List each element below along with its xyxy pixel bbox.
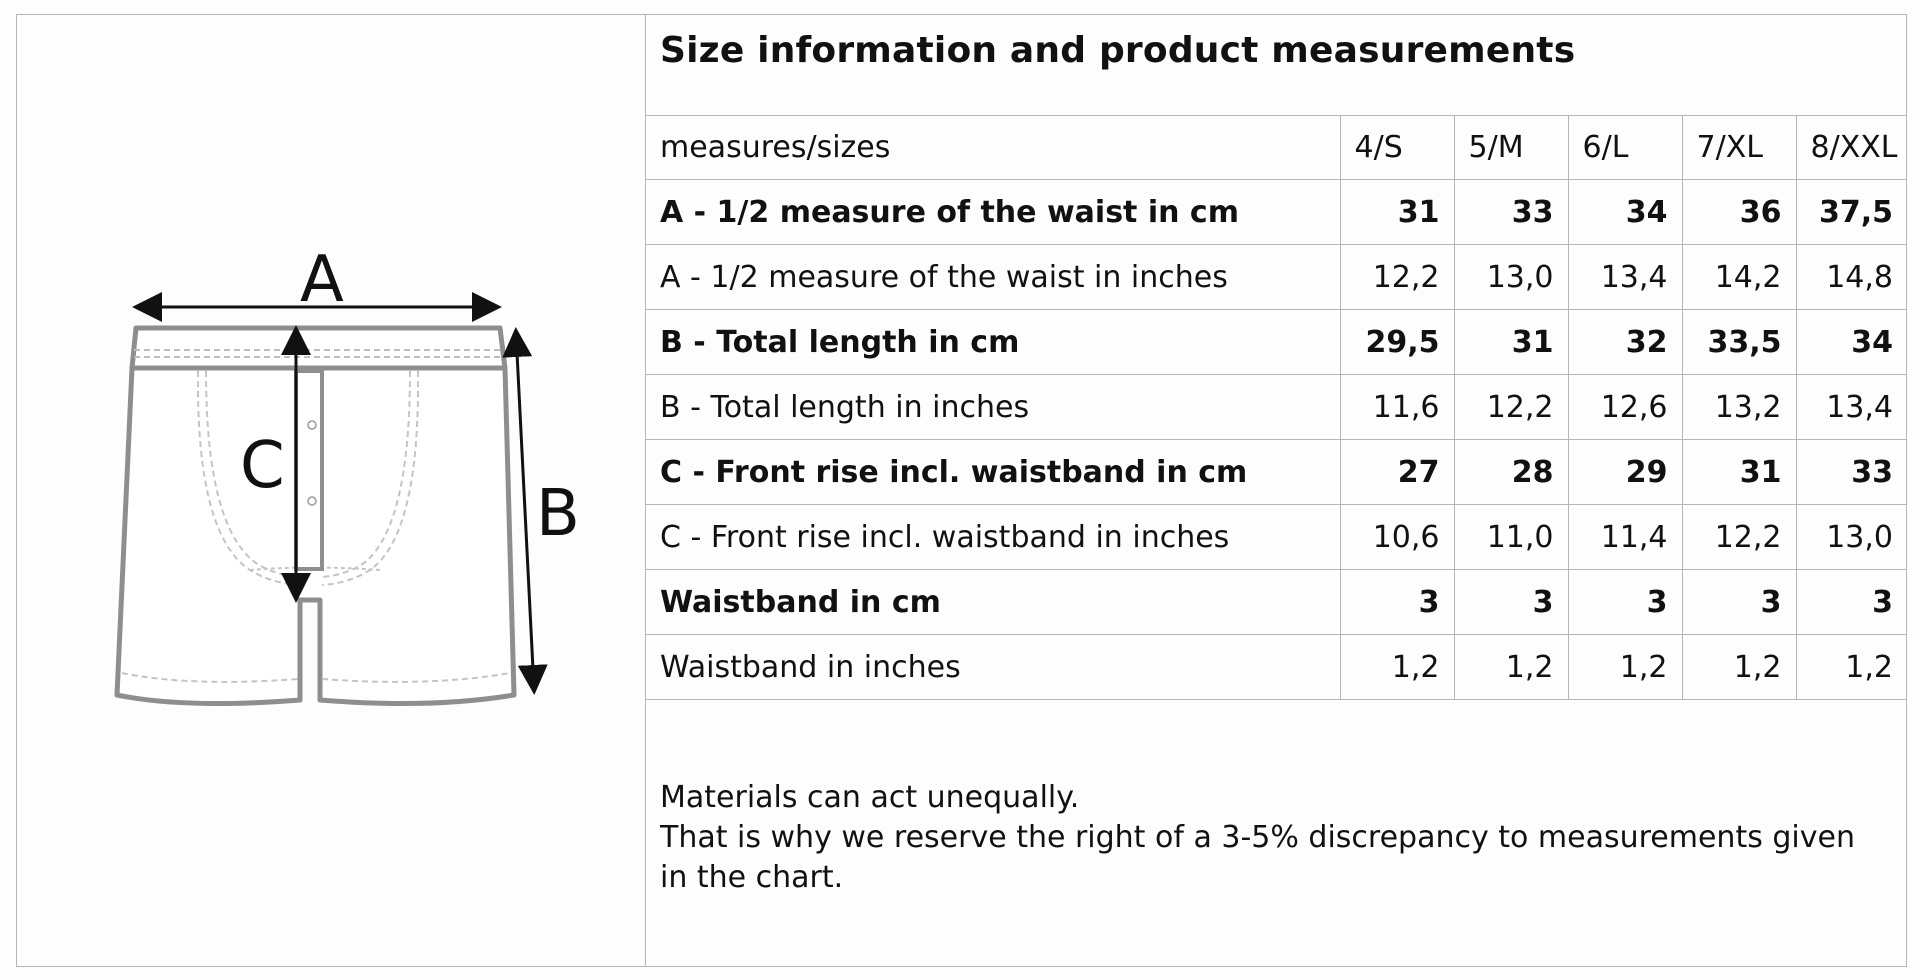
header-size: 4/S bbox=[1340, 115, 1454, 180]
measure-value: 3 bbox=[1796, 570, 1907, 635]
discrepancy-note bbox=[660, 778, 1885, 898]
fly-placket bbox=[296, 371, 322, 569]
table-row bbox=[646, 180, 1907, 245]
table-header-row bbox=[646, 115, 1907, 180]
measure-value: 10,6 bbox=[1340, 505, 1454, 570]
measure-value: 31 bbox=[1340, 180, 1454, 245]
diagram-label-c: C bbox=[240, 429, 285, 503]
measure-value: 13,0 bbox=[1796, 505, 1907, 570]
diagram-label-a: A bbox=[300, 243, 344, 317]
measure-value: 13,0 bbox=[1454, 245, 1568, 310]
measure-value: 3 bbox=[1682, 570, 1796, 635]
header-size: 6/L bbox=[1568, 115, 1682, 180]
diagram-label-b: B bbox=[536, 477, 580, 551]
measure-value: 28 bbox=[1454, 440, 1568, 505]
measure-value: 29,5 bbox=[1340, 310, 1454, 375]
table-row bbox=[646, 310, 1907, 375]
measure-value: 11,0 bbox=[1454, 505, 1568, 570]
row-label: B - Total length in inches bbox=[646, 375, 1340, 440]
measure-value: 29 bbox=[1568, 440, 1682, 505]
measure-value: 12,2 bbox=[1682, 505, 1796, 570]
measure-value: 1,2 bbox=[1568, 635, 1682, 700]
measure-value: 13,2 bbox=[1682, 375, 1796, 440]
row-label: A - 1/2 measure of the waist in inches bbox=[646, 245, 1340, 310]
note-line-2: That is why we reserve the right of a 3-5% discrepancy to measurements given in the chart. bbox=[660, 820, 1855, 895]
measure-value: 3 bbox=[1340, 570, 1454, 635]
measure-value: 34 bbox=[1796, 310, 1907, 375]
measure-value: 1,2 bbox=[1454, 635, 1568, 700]
measure-value: 32 bbox=[1568, 310, 1682, 375]
table-row bbox=[646, 570, 1907, 635]
waistband-shape bbox=[132, 328, 505, 368]
header-measures-sizes: measures/sizes bbox=[646, 115, 1340, 180]
measure-value: 1,2 bbox=[1796, 635, 1907, 700]
size-table bbox=[646, 115, 1907, 700]
table-row bbox=[646, 635, 1907, 700]
row-label: C - Front rise incl. waistband in inches bbox=[646, 505, 1340, 570]
measure-value: 27 bbox=[1340, 440, 1454, 505]
table-row bbox=[646, 375, 1907, 440]
note-line-1: Materials can act unequally. bbox=[660, 780, 1080, 815]
measure-value: 11,4 bbox=[1568, 505, 1682, 570]
measure-value: 13,4 bbox=[1796, 375, 1907, 440]
measure-value: 31 bbox=[1682, 440, 1796, 505]
measure-arrow-b bbox=[516, 333, 534, 689]
measure-value: 3 bbox=[1568, 570, 1682, 635]
measure-value: 36 bbox=[1682, 180, 1796, 245]
measure-value: 12,6 bbox=[1568, 375, 1682, 440]
header-size: 5/M bbox=[1454, 115, 1568, 180]
measure-value: 1,2 bbox=[1682, 635, 1796, 700]
measure-value: 3 bbox=[1454, 570, 1568, 635]
measure-value: 11,6 bbox=[1340, 375, 1454, 440]
measure-value: 33 bbox=[1796, 440, 1907, 505]
measure-value: 14,8 bbox=[1796, 245, 1907, 310]
row-label: C - Front rise incl. waistband in cm bbox=[646, 440, 1340, 505]
page-title: Size information and product measurements bbox=[660, 30, 1576, 71]
table-row bbox=[646, 245, 1907, 310]
table-row bbox=[646, 505, 1907, 570]
measure-value: 12,2 bbox=[1340, 245, 1454, 310]
row-label: B - Total length in cm bbox=[646, 310, 1340, 375]
row-label: A - 1/2 measure of the waist in cm bbox=[646, 180, 1340, 245]
row-label: Waistband in inches bbox=[646, 635, 1340, 700]
measure-value: 14,2 bbox=[1682, 245, 1796, 310]
measure-value: 33,5 bbox=[1682, 310, 1796, 375]
header-size: 7/XL bbox=[1682, 115, 1796, 180]
measure-value: 12,2 bbox=[1454, 375, 1568, 440]
measure-value: 31 bbox=[1454, 310, 1568, 375]
row-label: Waistband in cm bbox=[646, 570, 1340, 635]
measure-value: 33 bbox=[1454, 180, 1568, 245]
boxer-shorts-diagram bbox=[100, 225, 580, 735]
measure-value: 1,2 bbox=[1340, 635, 1454, 700]
measure-value: 13,4 bbox=[1568, 245, 1682, 310]
header-size: 8/XXL bbox=[1796, 115, 1907, 180]
table-row bbox=[646, 440, 1907, 505]
measure-value: 34 bbox=[1568, 180, 1682, 245]
measure-value: 37,5 bbox=[1796, 180, 1907, 245]
